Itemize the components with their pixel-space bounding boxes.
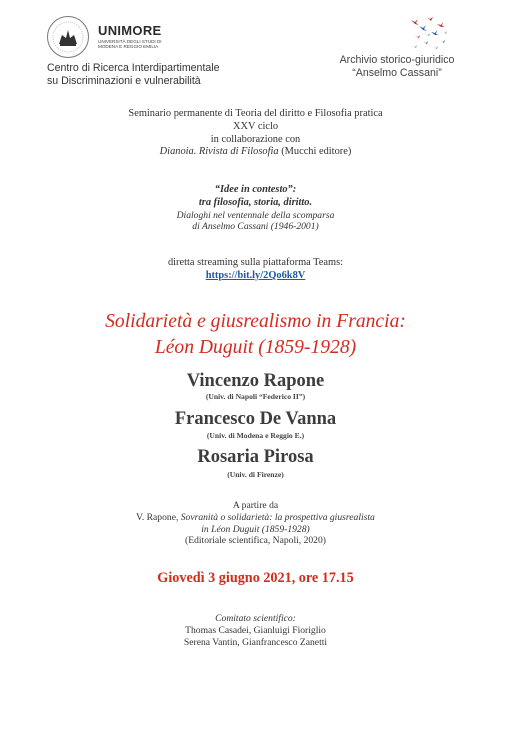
- collaboration-label: in collaborazione con: [210, 133, 301, 145]
- book-author: V. Rapone,: [136, 511, 181, 523]
- archive-line1: Archivio storico-giuridico: [339, 54, 455, 66]
- speaker-name: Francesco De Vanna: [174, 409, 337, 429]
- archive-line2: “Anselmo Cassani”: [352, 66, 442, 79]
- committee-line1: Thomas Casadei, Gianluigi Fioriglio: [185, 624, 326, 636]
- seminar-info: [0, 108, 511, 159]
- speaker-name: Vincenzo Rapone: [186, 371, 325, 391]
- speaker-affiliation: (Univ. di Firenze): [227, 470, 284, 479]
- journal-line: [0, 146, 511, 159]
- research-center-line2: su Discriminazioni e vulnerabilità: [47, 74, 201, 87]
- book-reference: [0, 500, 511, 547]
- book-title-cont: in Léon Duguit (1859-1928): [201, 523, 310, 535]
- research-center-line1: Centro di Ricerca Interdipartimentale: [47, 62, 220, 74]
- journal-name: Dianoia. Rivista di Filosofia: [159, 146, 279, 158]
- scientific-committee: [0, 613, 511, 648]
- university-subtitle: [98, 39, 168, 50]
- seminar-title: Seminario permanente di Teoria del diritto e Filosofia pratica: [128, 108, 383, 119]
- event-date: Giovedì 3 giugno 2021, ore 17.15: [157, 570, 354, 586]
- series-subtitle: tra filosofia, storia, diritto.: [198, 196, 313, 208]
- research-center-name: [47, 62, 220, 87]
- event-title: [0, 309, 511, 361]
- birds-logo-icon: [407, 14, 449, 56]
- book-title-line: [0, 512, 511, 524]
- book-title: Sovranità o solidarietà: la prospettiva giusrealista: [180, 511, 375, 523]
- speaker-affiliation: (Univ. di Modena e Reggio E.): [206, 431, 305, 440]
- committee-line2: Serena Vantin, Gianfrancesco Zanetti: [183, 636, 328, 648]
- streaming-label: diretta streaming sulla piattaforma Teams:: [167, 257, 344, 268]
- teams-link[interactable]: https://bit.ly/2Qo6k8V: [205, 269, 306, 281]
- series-title: “Idee in contesto”:: [214, 184, 297, 195]
- streaming-info: [0, 257, 511, 283]
- university-name: UNIMORE: [98, 23, 162, 38]
- committee-label: Comitato scientifico:: [215, 613, 296, 624]
- university-seal-icon: [46, 15, 90, 59]
- speaker-name: Rosaria Pirosa: [197, 447, 314, 467]
- seminar-cycle: XXV ciclo: [232, 120, 279, 132]
- series-info: [0, 184, 511, 233]
- event-title-line1: Solidarietà e giusrealismo in Francia:: [105, 311, 406, 332]
- book-publisher: (Editoriale scientifica, Napoli, 2020): [185, 535, 326, 547]
- archive-name: [327, 54, 467, 79]
- university-subtitle-line1: UNIVERSITÀ DEGLI STUDI DI: [98, 39, 162, 44]
- series-line3: Dialoghi nel ventennale della scomparsa: [176, 209, 335, 221]
- series-line4: di Anselmo Cassani (1946-2001): [192, 221, 319, 233]
- university-subtitle-line2: MODENA E REGGIO EMILIA: [98, 44, 159, 50]
- event-title-line2: Léon Duguit (1859-1928): [154, 337, 357, 358]
- journal-publisher: (Mucchi editore): [278, 146, 352, 158]
- book-intro: A partire da: [232, 500, 279, 511]
- speaker-affiliation: (Univ. di Napoli “Federico II”): [205, 392, 306, 401]
